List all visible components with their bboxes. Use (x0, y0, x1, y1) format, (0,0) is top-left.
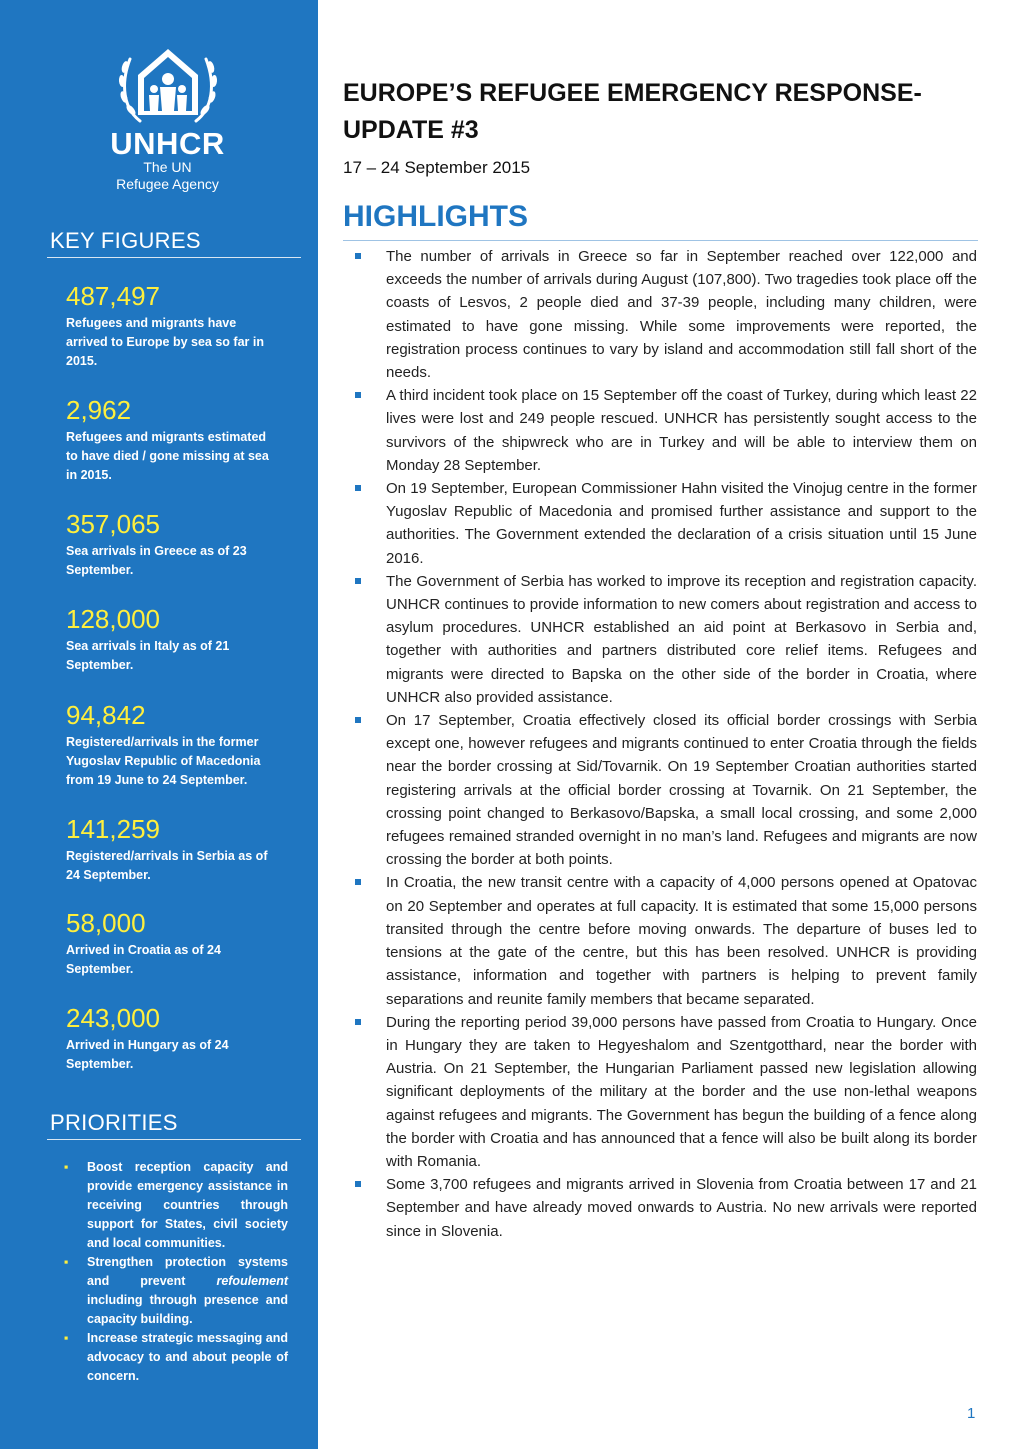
bullet-square-icon (355, 1181, 361, 1187)
key-figure (66, 509, 281, 580)
key-figure (66, 1003, 281, 1074)
bullet-square-icon (355, 392, 361, 398)
highlight-text: The Government of Serbia has worked to improve its reception and registration capacity. UNHCR continues to provide information to new comers about registration and access to asylum procedures. UNHCR established an aid point at Berkasovo in Serbia and, together with authorities and partners distributed core relief items. Refugees and migrants were directed to Bapska on the other side of the border in Croatia, where UNHCR also provided assistance. (386, 572, 977, 706)
key-figure-value: 487,497 (66, 281, 160, 311)
highlight-item (354, 570, 977, 709)
report-dates: 17 – 24 September 2015 (343, 158, 531, 177)
highlight-text: The number of arrivals in Greece so far in September reached over 122,000 and exceeds the number of arrivals during August (107,800). Two tragedies took place off the coasts of Lesvos, 2 people died and 37-39 people, including many children, were estimated to have gone missing. While some improvements were reported, the registration process continues to vary by island and accommodation still fall short of the needs. (386, 248, 977, 382)
priority-text: Increase strategic messaging and advocacy to and about people of concern. (87, 1331, 288, 1383)
priorities-heading: PRIORITIES (50, 1110, 178, 1135)
unhcr-logo (100, 45, 235, 193)
key-figure (66, 700, 281, 790)
highlight-text: On 17 September, Croatia effectively closed its official border crossings with Serbia except one, however refugees and migrants continued to enter Croatia through the fields near the border crossing at Sid/Tovarnik. On 19 September Croatian authorities started registering arrivals at the official border crossing at Tovarnik. On 21 September, the crossing point changed to Berkasovo/Bapska, a small local crossing, and some 2,000 refugees remained stranded overnight in no man’s land. Refugees and migrants are now crossing the border at both points. (386, 712, 977, 869)
key-figure-desc: Sea arrivals in Italy as of 21 September. (66, 639, 230, 672)
key-figure-desc: Arrived in Croatia as of 24 September. (66, 943, 221, 976)
highlight-item (354, 477, 977, 570)
bullet-square-icon (355, 578, 361, 584)
bullet-square-icon (355, 717, 361, 723)
key-figure-desc: Refugees and migrants estimated to have died / gone missing at sea in 2015. (66, 430, 269, 482)
logo-sub-line-2: Refugee Agency (116, 176, 219, 192)
highlight-item (354, 1173, 977, 1243)
key-figure (66, 395, 281, 485)
priority-item (64, 1329, 288, 1386)
key-figure (66, 908, 281, 979)
bullet-square-icon (355, 253, 361, 259)
bullet-icon: ▪ (64, 1255, 69, 1269)
key-figure-desc: Sea arrivals in Greece as of 23 September. (66, 544, 247, 577)
key-figure (66, 814, 281, 885)
highlight-item (354, 871, 977, 1010)
key-figure-desc: Refugees and migrants have arrived to Europe by sea so far in 2015. (66, 316, 264, 368)
priority-item (64, 1253, 288, 1329)
highlight-item (354, 245, 977, 384)
bullet-square-icon (355, 879, 361, 885)
highlight-text: A third incident took place on 15 September off the coast of Turkey, during which least 22 lives were lost and 249 people rescued. UNHCR has persistently sought access to the survivors of the shipwreck who are in Turkey and will be able to interview them on Monday 28 September. (386, 387, 977, 474)
key-figure-value: 128,000 (66, 604, 160, 634)
priorities-list (64, 1158, 288, 1386)
highlight-text: Some 3,700 refugees and migrants arrived in Slovenia from Croatia between 17 and 21 September and have already moved onwards to Austria. No new arrivals were reported since in Slovenia. (386, 1176, 977, 1240)
page-number: 1 (967, 1405, 976, 1422)
priority-text-italic: refoulement (216, 1274, 288, 1288)
bullet-square-icon (355, 485, 361, 491)
bullet-icon: ▪ (64, 1160, 69, 1174)
key-figure-value: 58,000 (66, 908, 146, 938)
bullet-square-icon (355, 1019, 361, 1025)
highlight-item (354, 1011, 977, 1173)
priority-item (64, 1158, 288, 1253)
priorities-divider (47, 1139, 301, 1140)
key-figure-desc: Arrived in Hungary as of 24 September. (66, 1038, 229, 1071)
priority-text-before: Strengthen protection systems and prevent (87, 1255, 288, 1288)
highlight-item (354, 384, 977, 477)
priority-text: Boost reception capacity and provide emergency assistance in receiving countries through support for States, civil society and local communities. (87, 1160, 288, 1250)
highlight-text: In Croatia, the new transit centre with a capacity of 4,000 persons opened at Opatovac on 20 September and operates at full capacity. It is estimated that some 15,000 persons transited through the centre before moving onwards. The departure of buses led to tensions at the gate of the centre, but this has been resolved. UNHCR is providing assistance, information and together with partners is helping to prevent family separations and reunite family members that became separated. (386, 874, 977, 1008)
key-figure-value: 94,842 (66, 700, 146, 730)
highlight-item (354, 709, 977, 871)
key-figure-desc: Registered/arrivals in Serbia as of 24 September. (66, 849, 268, 882)
key-figure-value: 243,000 (66, 1003, 160, 1033)
unhcr-emblem-icon (116, 45, 220, 127)
priority-text-after: including through presence and capacity building. (87, 1293, 288, 1326)
key-figures-heading: KEY FIGURES (50, 228, 201, 253)
bullet-icon: ▪ (64, 1331, 69, 1345)
key-figures-divider (47, 257, 301, 258)
highlight-text: During the reporting period 39,000 persons have passed from Croatia to Hungary. Once in Hungary they are taken to Hegyeshalom and Szentgotthard, near the border with Austria. On 21 September, the Hungarian Parliament passed new legislation allowing significant deployments of the military at the border and the use non-lethal weapons against refugees and migrants. The Government has begun the building of a fence along the border with Croatia and has announced that a fence will also be built along its border with Romania. (386, 1013, 977, 1170)
key-figure-value: 357,065 (66, 509, 160, 539)
logo-name: UNHCR (110, 126, 225, 161)
key-figure-value: 2,962 (66, 395, 132, 425)
key-figure-value: 141,259 (66, 814, 160, 844)
sidebar (0, 0, 318, 1449)
key-figure-desc: Registered/arrivals in the former Yugoslav Republic of Macedonia from 19 June to 24 September. (66, 735, 261, 787)
key-figure (66, 604, 281, 675)
logo-sub-line-1: The UN (143, 159, 192, 175)
highlights-heading: HIGHLIGHTS (343, 200, 528, 233)
highlights-divider (343, 240, 978, 241)
key-figure (66, 281, 281, 371)
highlights-list (354, 245, 977, 1243)
page-title: EUROPE’S REFUGEE EMERGENCY RESPONSE- UPDATE #3 (343, 79, 922, 144)
highlight-text: On 19 September, European Commissioner Hahn visited the Vinojug centre in the former Yugoslav Republic of Macedonia and promised further assistance and support to the authorities. The Government extended the declaration of a crisis situation until 15 June 2016. (386, 480, 977, 567)
